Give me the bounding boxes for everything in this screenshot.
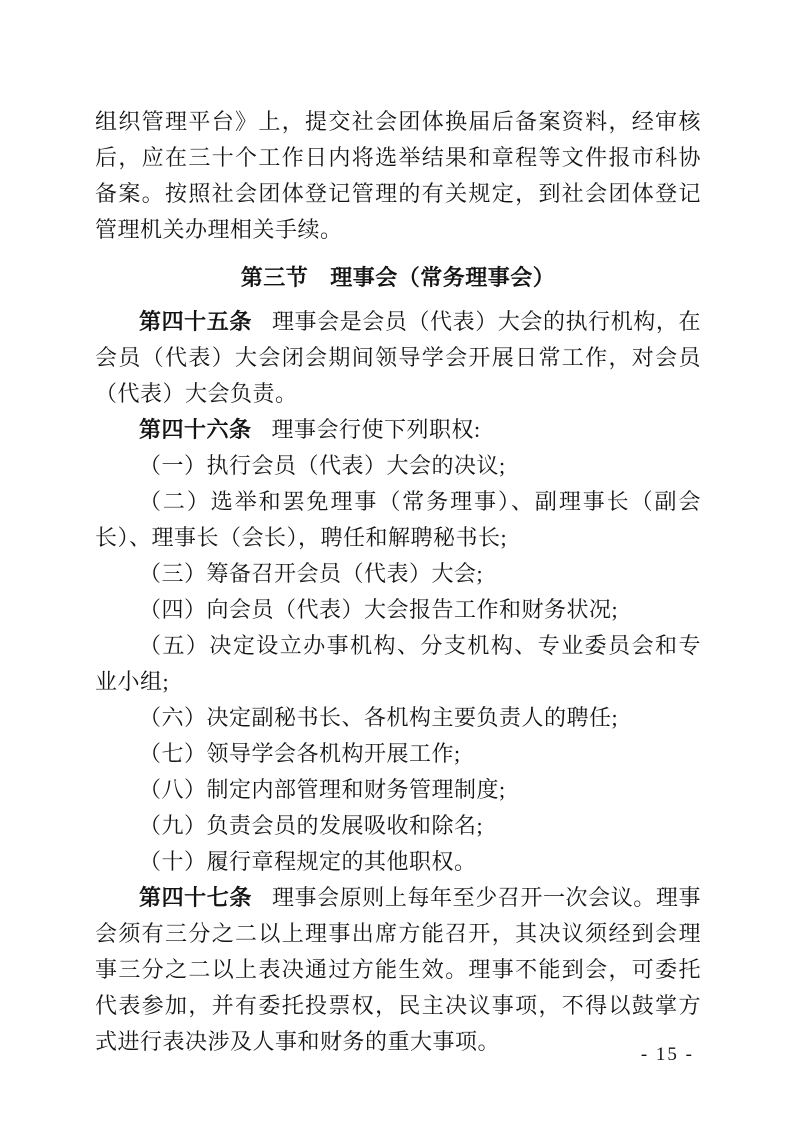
- power-item-2: （二）选举和罢免理事（常务理事）、副理事长（副会长）、理事长（会长），聘任和解聘秘书长;: [95, 489, 701, 550]
- section-heading-title: 理事会（常务理事会）: [330, 265, 556, 290]
- power-item-6: （六）决定副秘书长、各机构主要负责人的聘任;: [139, 705, 619, 730]
- page-number: - 15 -: [640, 1044, 694, 1065]
- article-45-text: 理事会是会员（代表）大会的执行机构，在会员（代表）大会闭会期间领导学会开展日常工作，对会员（代表）大会负责。: [95, 309, 701, 406]
- article-46-number: 第四十六条: [139, 417, 252, 442]
- power-item-4: （四）向会员（代表）大会报告工作和财务状况;: [139, 597, 619, 622]
- article-45-paragraph: [95, 304, 701, 412]
- power-item-7: （七）领导学会各机构开展工作;: [139, 741, 461, 766]
- power-item-5: （五）决定设立办事机构、分支机构、专业委员会和专业小组;: [95, 633, 701, 694]
- power-item-9: （九）负责会员的发展吸收和除名;: [139, 813, 484, 838]
- section-heading-label: 第三节: [240, 265, 309, 290]
- article-47-paragraph: [95, 880, 701, 1060]
- article-45-number: 第四十五条: [139, 309, 252, 334]
- article-46-text: 理事会行使下列职权:: [271, 417, 481, 442]
- intro-paragraph: 组织管理平台》上，提交社会团体换届后备案资料，经审核后，应在三十个工作日内将选举结果和章程等文件报市科协备案。按照社会团体登记管理的有关规定，到社会团体登记管理机关办理相关手续。: [95, 109, 701, 242]
- power-item-10: （十）履行章程规定的其他职权。: [139, 849, 477, 874]
- article-46-paragraph: [95, 412, 701, 448]
- article-47-number: 第四十七条: [139, 885, 252, 910]
- article-47-text: 理事会原则上每年至少召开一次会议。理事会须有三分之二以上理事出席方能召开，其决议须经到会理事三分之二以上表决通过方能生效。理事不能到会，可委托代表参加，并有委托投票权，民主决议事项，不得以鼓掌方式进行表决涉及人事和财务的重大事项。: [95, 885, 701, 1054]
- power-item-1: （一）执行会员（代表）大会的决议;: [139, 453, 506, 478]
- power-item-3: （三）筹备召开会员（代表）大会;: [139, 561, 484, 586]
- page-content: [95, 104, 701, 1060]
- power-item-8: （八）制定内部管理和财务管理制度;: [139, 777, 506, 802]
- section-heading: [95, 260, 701, 296]
